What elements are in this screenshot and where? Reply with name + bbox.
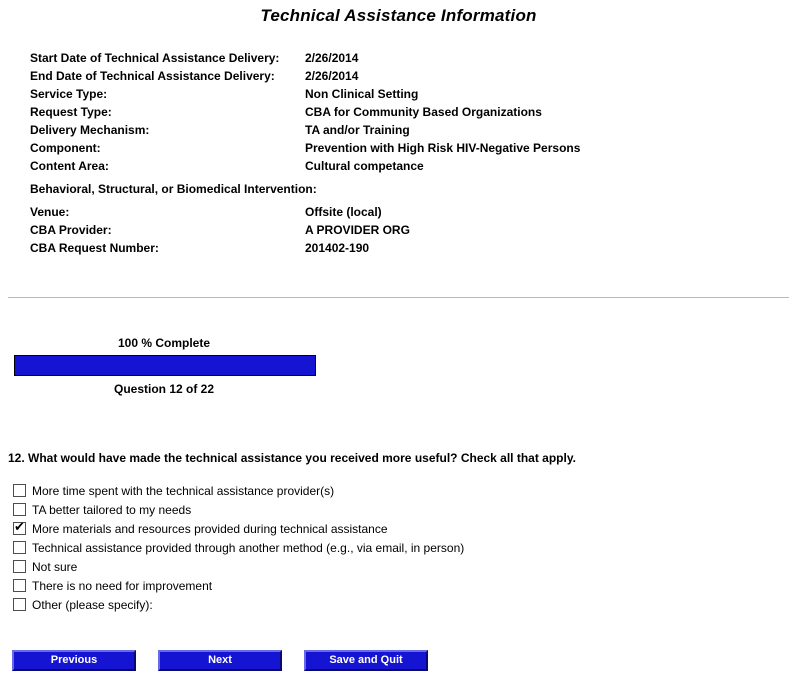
info-row (30, 158, 797, 174)
checkbox-option-row[interactable] (8, 519, 789, 538)
checkbox-icon[interactable] (13, 522, 26, 535)
info-label: Content Area: (30, 159, 109, 173)
progress-bar (14, 355, 316, 376)
info-label: CBA Request Number: (30, 241, 159, 255)
info-value: Prevention with High Risk HIV-Negative Persons (305, 141, 581, 155)
info-row (30, 104, 797, 120)
info-row (30, 204, 797, 220)
checkbox-icon[interactable] (13, 541, 26, 554)
checkbox-options-list (8, 481, 789, 614)
progress-caption: 100 % Complete (117, 336, 211, 350)
navigation-button-bar (12, 650, 428, 671)
checkbox-option-label: Not sure (32, 559, 78, 574)
checkbox-option-label: There is no need for improvement (32, 578, 213, 593)
checkbox-option-label: Other (please specify): (32, 597, 153, 612)
save-and-quit-button[interactable]: Save and Quit (304, 650, 428, 671)
info-label: Venue: (30, 205, 70, 219)
info-row (30, 68, 797, 84)
checkbox-option-row[interactable] (8, 538, 789, 557)
progress-section (14, 336, 414, 396)
info-value: CBA for Community Based Organizations (305, 105, 542, 119)
checkbox-option-label: More time spent with the technical assistance provider(s) (32, 483, 335, 498)
checkbox-option-label: Technical assistance provided through another method (e.g., via email, in person) (32, 540, 465, 555)
checkbox-icon[interactable] (13, 598, 26, 611)
info-value: A PROVIDER ORG (305, 223, 410, 237)
info-row (30, 140, 797, 156)
info-label: Behavioral, Structural, or Biomedical Intervention: (30, 182, 317, 196)
checkbox-option-row[interactable] (8, 500, 789, 519)
checkbox-option-label: TA better tailored to my needs (32, 502, 192, 517)
technical-assistance-info-block (30, 50, 797, 256)
info-value: Cultural competance (305, 159, 424, 173)
info-label: Start Date of Technical Assistance Delivery: (30, 51, 280, 65)
page-title: Technical Assistance Information (260, 6, 537, 25)
next-button[interactable]: Next (158, 650, 282, 671)
info-value: 2/26/2014 (305, 51, 359, 65)
info-value: 2/26/2014 (305, 69, 359, 83)
section-divider (8, 297, 789, 298)
info-label: Request Type: (30, 105, 112, 119)
info-label: Service Type: (30, 87, 108, 101)
checkbox-option-row[interactable] (8, 576, 789, 595)
info-row (30, 240, 797, 256)
info-row (30, 181, 797, 197)
info-row (30, 86, 797, 102)
info-value: 201402-190 (305, 241, 370, 255)
previous-button[interactable]: Previous (12, 650, 136, 671)
checkbox-option-row[interactable] (8, 481, 789, 500)
info-value: Offsite (local) (305, 205, 382, 219)
checkbox-icon[interactable] (13, 484, 26, 497)
progress-bar-fill (15, 356, 315, 375)
info-value: Non Clinical Setting (305, 87, 419, 101)
info-label: CBA Provider: (30, 223, 112, 237)
question-section (8, 451, 789, 614)
checkbox-icon[interactable] (13, 579, 26, 592)
checkbox-icon[interactable] (13, 560, 26, 573)
info-row (30, 122, 797, 138)
checkbox-option-label: More materials and resources provided during technical assistance (32, 521, 388, 536)
info-label: Component: (30, 141, 101, 155)
info-label: End Date of Technical Assistance Delivery: (30, 69, 275, 83)
checkbox-option-row[interactable] (8, 595, 789, 614)
info-value: TA and/or Training (305, 123, 410, 137)
question-text: 12. What would have made the technical assistance you received more useful? Check all that apply. (8, 451, 576, 465)
info-row (30, 50, 797, 66)
info-label: Delivery Mechanism: (30, 123, 150, 137)
question-counter: Question 12 of 22 (113, 382, 215, 396)
checkbox-icon[interactable] (13, 503, 26, 516)
checkbox-option-row[interactable] (8, 557, 789, 576)
info-row (30, 222, 797, 238)
